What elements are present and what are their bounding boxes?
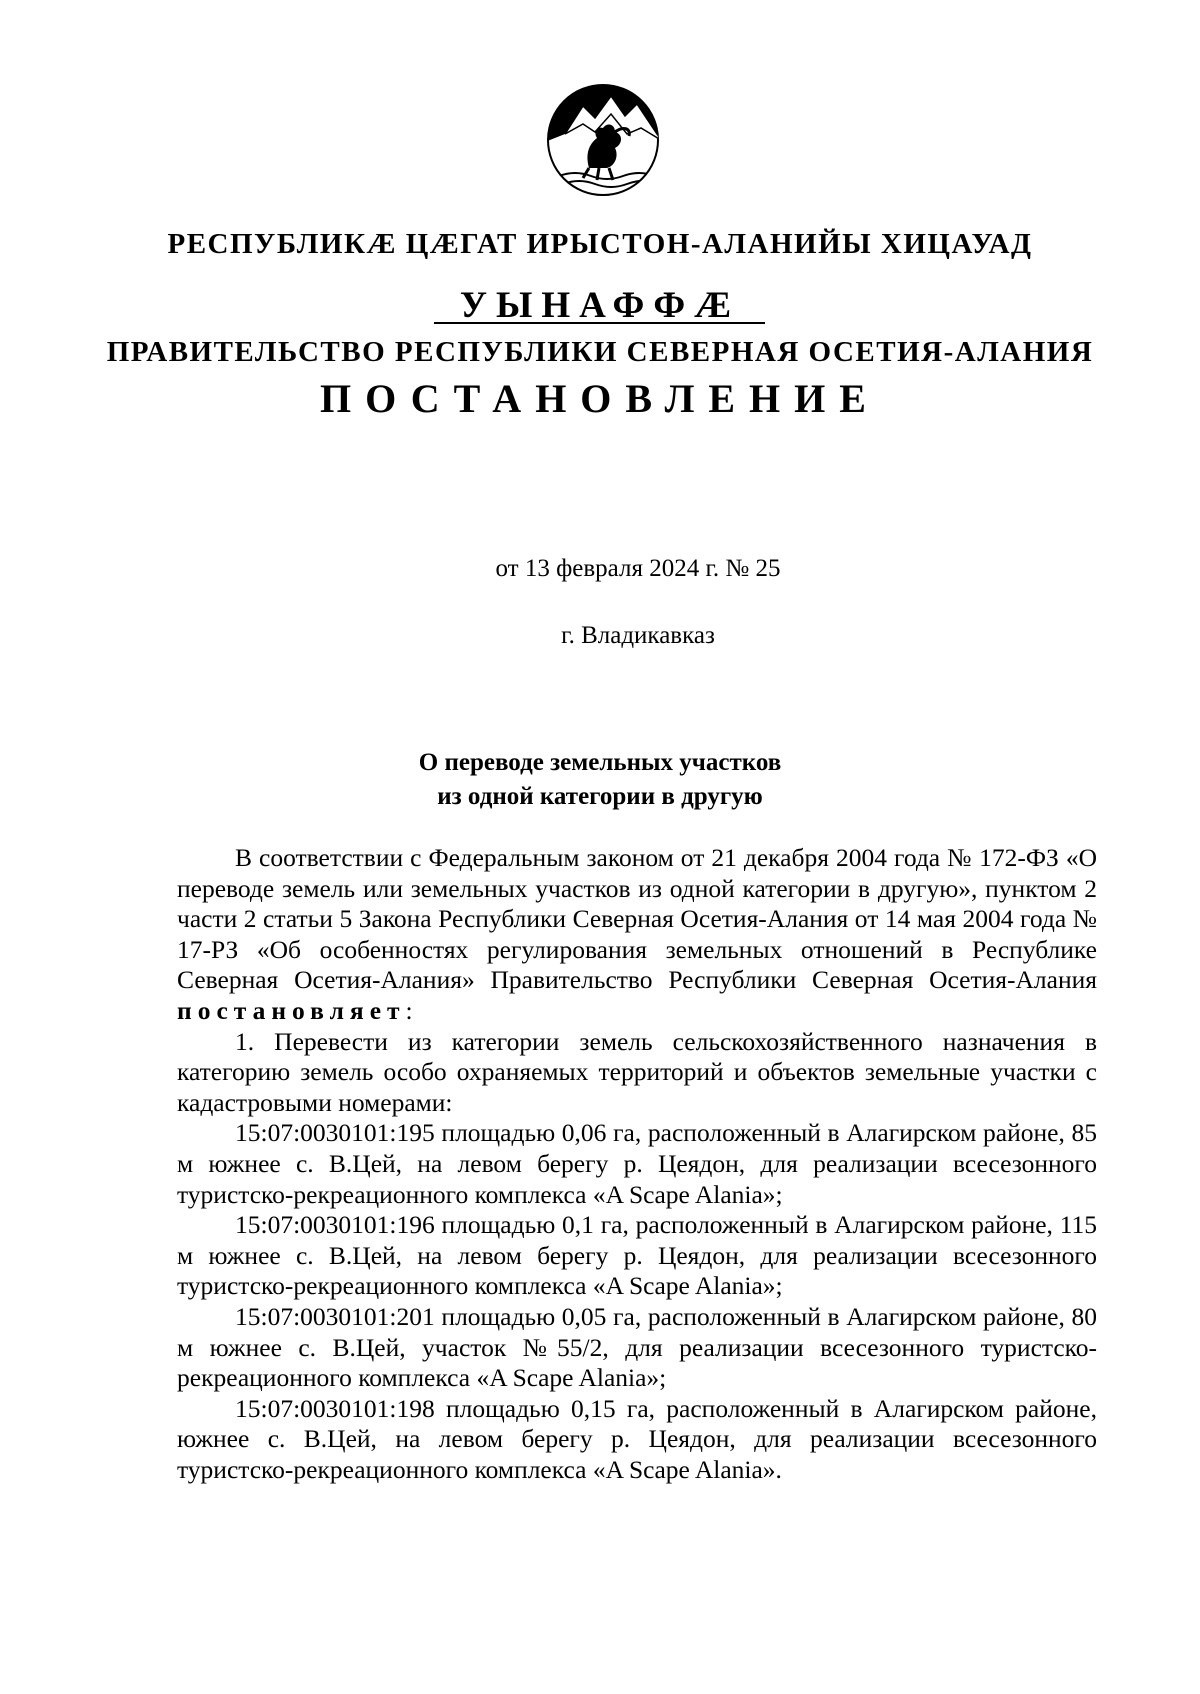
parcel-item: 15:07:0030101:196 площадью 0,1 га, расположенный в Алагирском районе, 115 м южнее с. В.Цей, на левом берегу р. Цеядон, для реализации всесезонного туристско-рекреационного комплекса «A Scape Alania»; <box>177 1210 1097 1301</box>
government-title-russian: ПРАВИТЕЛЬСТВО РЕСПУБЛИКИ СЕВЕРНАЯ ОСЕТИЯ-АЛАНИЯ <box>106 336 1094 368</box>
subject-line-2: из одной категории в другую <box>437 783 763 810</box>
preamble-colon: : <box>405 995 413 1025</box>
document-city: г. Владикавказ <box>561 622 715 649</box>
subject-line-1: О переводе земельных участков <box>418 749 782 776</box>
coat-of-arms-emblem-icon <box>545 82 661 198</box>
document-body <box>177 843 1097 1485</box>
document-type-russian: ПОСТАНОВЛЕНИЕ <box>320 376 880 421</box>
preamble-text: В соответствии с Федеральным законом от 21 декабря 2004 года № 172-ФЗ «О переводе земель или земельных участков из одной категории в другую», пунктом 2 части 2 статьи 5 Закона Республики Северная Осетия-Алания от 14 мая 2004 года № 17-РЗ «Об особенностях регулирования земельных отношений в Республике Северная Осетия-Алания» Правительство Республики Северная Осетия-Алания <box>177 843 1097 995</box>
parcel-item: 15:07:0030101:195 площадью 0,06 га, расположенный в Алагирском районе, 85 м южнее с. В.Цей, на левом берегу р. Цеядон, для реализации всесезонного туристско-рекреационного комплекса «A Scape Alania»; <box>177 1118 1097 1209</box>
document-type-ossetian: УЫНАФФÆ <box>459 285 741 326</box>
clause-1: 1. Перевести из категории земель сельскохозяйственного назначения в категорию земель особо охраняемых территорий и объектов земельные участки с кадастровыми номерами: <box>177 1026 1097 1117</box>
government-title-ossetian: РЕСПУБЛИКÆ ЦÆГАТ ИРЫСТОН-АЛАНИЙЫ ХИЦАУАД <box>167 228 1033 260</box>
header-divider <box>434 322 765 324</box>
parcel-item: 15:07:0030101:201 площадью 0,05 га, расположенный в Алагирском районе, 80 м южнее с. В.Цей, участок №55/2, для реализации всесезонного туристско-рекреационного комплекса «A Scape Alania»; <box>177 1301 1097 1393</box>
resolution-verb: постановляет <box>177 995 406 1025</box>
document-date-number: от 13 февраля 2024 г. № 25 <box>495 555 781 582</box>
preamble-paragraph <box>177 843 1097 1027</box>
document-subject <box>0 746 1200 814</box>
parcel-item: 15:07:0030101:198 площадью 0,15 га, расположенный в Алагирском районе, южнее с. В.Цей, на левом берегу р. Цеядон, для реализации всесезонного туристско-рекреационного комплекса «A Scape Alania». <box>177 1393 1097 1484</box>
